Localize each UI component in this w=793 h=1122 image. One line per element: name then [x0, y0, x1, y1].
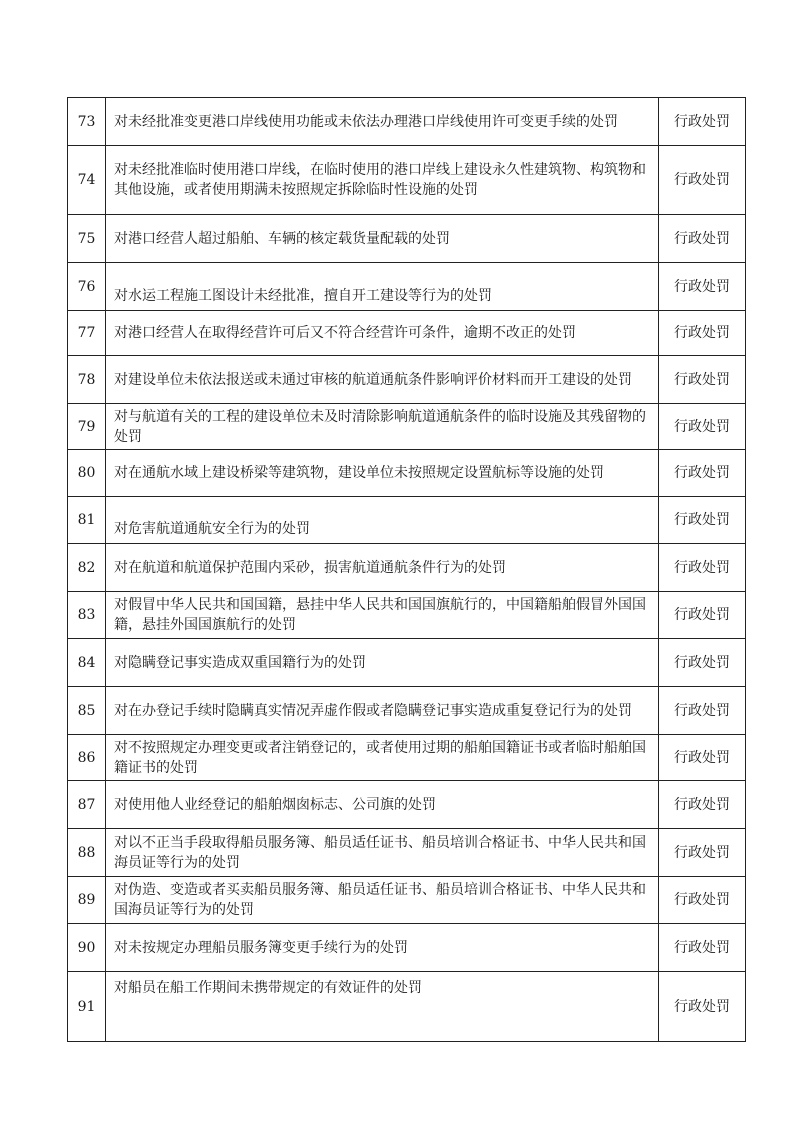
item-description: 对港口经营人超过船舶、车辆的核定载货量配载的处罚: [106, 215, 659, 263]
row-number: 80: [68, 450, 106, 497]
table-row: [68, 311, 746, 356]
row-number: 90: [68, 924, 106, 972]
item-description: 对伪造、变造或者买卖船员服务簿、船员适任证书、船员培训合格证书、中华人民共和国海员证等行为的处罚: [106, 877, 659, 924]
item-type: 行政处罚: [659, 98, 746, 146]
row-number: 81: [68, 497, 106, 544]
row-number: 89: [68, 877, 106, 924]
item-type: 行政处罚: [659, 215, 746, 263]
item-description: 对与航道有关的工程的建设单位未及时清除影响航道通航条件的临时设施及其残留物的处罚: [106, 404, 659, 450]
table-row: [68, 356, 746, 404]
table-row: [68, 924, 746, 972]
item-description: 对危害航道通航安全行为的处罚: [106, 497, 659, 544]
item-type: 行政处罚: [659, 450, 746, 497]
row-number: 87: [68, 781, 106, 829]
item-type: 行政处罚: [659, 687, 746, 735]
row-number: 83: [68, 592, 106, 639]
table-row: [68, 146, 746, 215]
row-number: 73: [68, 98, 106, 146]
item-type: 行政处罚: [659, 972, 746, 1042]
row-number: 78: [68, 356, 106, 404]
item-description: 对未经批准临时使用港口岸线，在临时使用的港口岸线上建设永久性建筑物、构筑物和其他设施，或者使用期满未按照规定拆除临时性设施的处罚: [106, 146, 659, 215]
table-row: [68, 98, 746, 146]
row-number: 86: [68, 735, 106, 781]
item-type: 行政处罚: [659, 735, 746, 781]
item-description: 对未经批准变更港口岸线使用功能或未依法办理港口岸线使用许可变更手续的处罚: [106, 98, 659, 146]
item-type: 行政处罚: [659, 877, 746, 924]
table-row: [68, 404, 746, 450]
item-type: 行政处罚: [659, 146, 746, 215]
table-row: [68, 972, 746, 1042]
row-number: 74: [68, 146, 106, 215]
item-type: 行政处罚: [659, 829, 746, 877]
item-description: 对船员在船工作期间未携带规定的有效证件的处罚: [106, 972, 659, 1042]
item-description: 对使用他人业经登记的船舶烟囱标志、公司旗的处罚: [106, 781, 659, 829]
item-type: 行政处罚: [659, 592, 746, 639]
item-description: 对在航道和航道保护范围内采砂，损害航道通航条件行为的处罚: [106, 544, 659, 592]
item-description: 对水运工程施工图设计未经批准，擅自开工建设等行为的处罚: [106, 263, 659, 311]
table-row: [68, 687, 746, 735]
row-number: 76: [68, 263, 106, 311]
table-row: [68, 450, 746, 497]
table-row: [68, 592, 746, 639]
penalty-items-table: [67, 97, 746, 1042]
item-description: 对建设单位未依法报送或未通过审核的航道通航条件影响评价材料而开工建设的处罚: [106, 356, 659, 404]
table-row: [68, 877, 746, 924]
table-row: [68, 497, 746, 544]
item-type: 行政处罚: [659, 263, 746, 311]
item-type: 行政处罚: [659, 781, 746, 829]
row-number: 77: [68, 311, 106, 356]
item-type: 行政处罚: [659, 497, 746, 544]
item-description: 对隐瞒登记事实造成双重国籍行为的处罚: [106, 639, 659, 687]
item-description: 对港口经营人在取得经营许可后又不符合经营许可条件，逾期不改正的处罚: [106, 311, 659, 356]
item-type: 行政处罚: [659, 311, 746, 356]
item-description: 对在通航水域上建设桥梁等建筑物，建设单位未按照规定设置航标等设施的处罚: [106, 450, 659, 497]
table-row: [68, 544, 746, 592]
row-number: 85: [68, 687, 106, 735]
item-type: 行政处罚: [659, 924, 746, 972]
table-row: [68, 781, 746, 829]
item-description: 对假冒中华人民共和国国籍，悬挂中华人民共和国国旗航行的，中国籍船舶假冒外国国籍，悬挂外国国旗航行的处罚: [106, 592, 659, 639]
item-description: 对未按规定办理船员服务簿变更手续行为的处罚: [106, 924, 659, 972]
item-type: 行政处罚: [659, 356, 746, 404]
item-type: 行政处罚: [659, 404, 746, 450]
item-description: 对不按照规定办理变更或者注销登记的，或者使用过期的船舶国籍证书或者临时船舶国籍证书的处罚: [106, 735, 659, 781]
item-description: 对在办登记手续时隐瞒真实情况弄虚作假或者隐瞒登记事实造成重复登记行为的处罚: [106, 687, 659, 735]
table-row: [68, 639, 746, 687]
row-number: 88: [68, 829, 106, 877]
row-number: 82: [68, 544, 106, 592]
row-number: 75: [68, 215, 106, 263]
row-number: 84: [68, 639, 106, 687]
table-row: [68, 735, 746, 781]
row-number: 79: [68, 404, 106, 450]
table-row: [68, 829, 746, 877]
item-type: 行政处罚: [659, 639, 746, 687]
row-number: 91: [68, 972, 106, 1042]
item-description: 对以不正当手段取得船员服务簿、船员适任证书、船员培训合格证书、中华人民共和国海员证等行为的处罚: [106, 829, 659, 877]
table-row: [68, 263, 746, 311]
table-row: [68, 215, 746, 263]
item-type: 行政处罚: [659, 544, 746, 592]
